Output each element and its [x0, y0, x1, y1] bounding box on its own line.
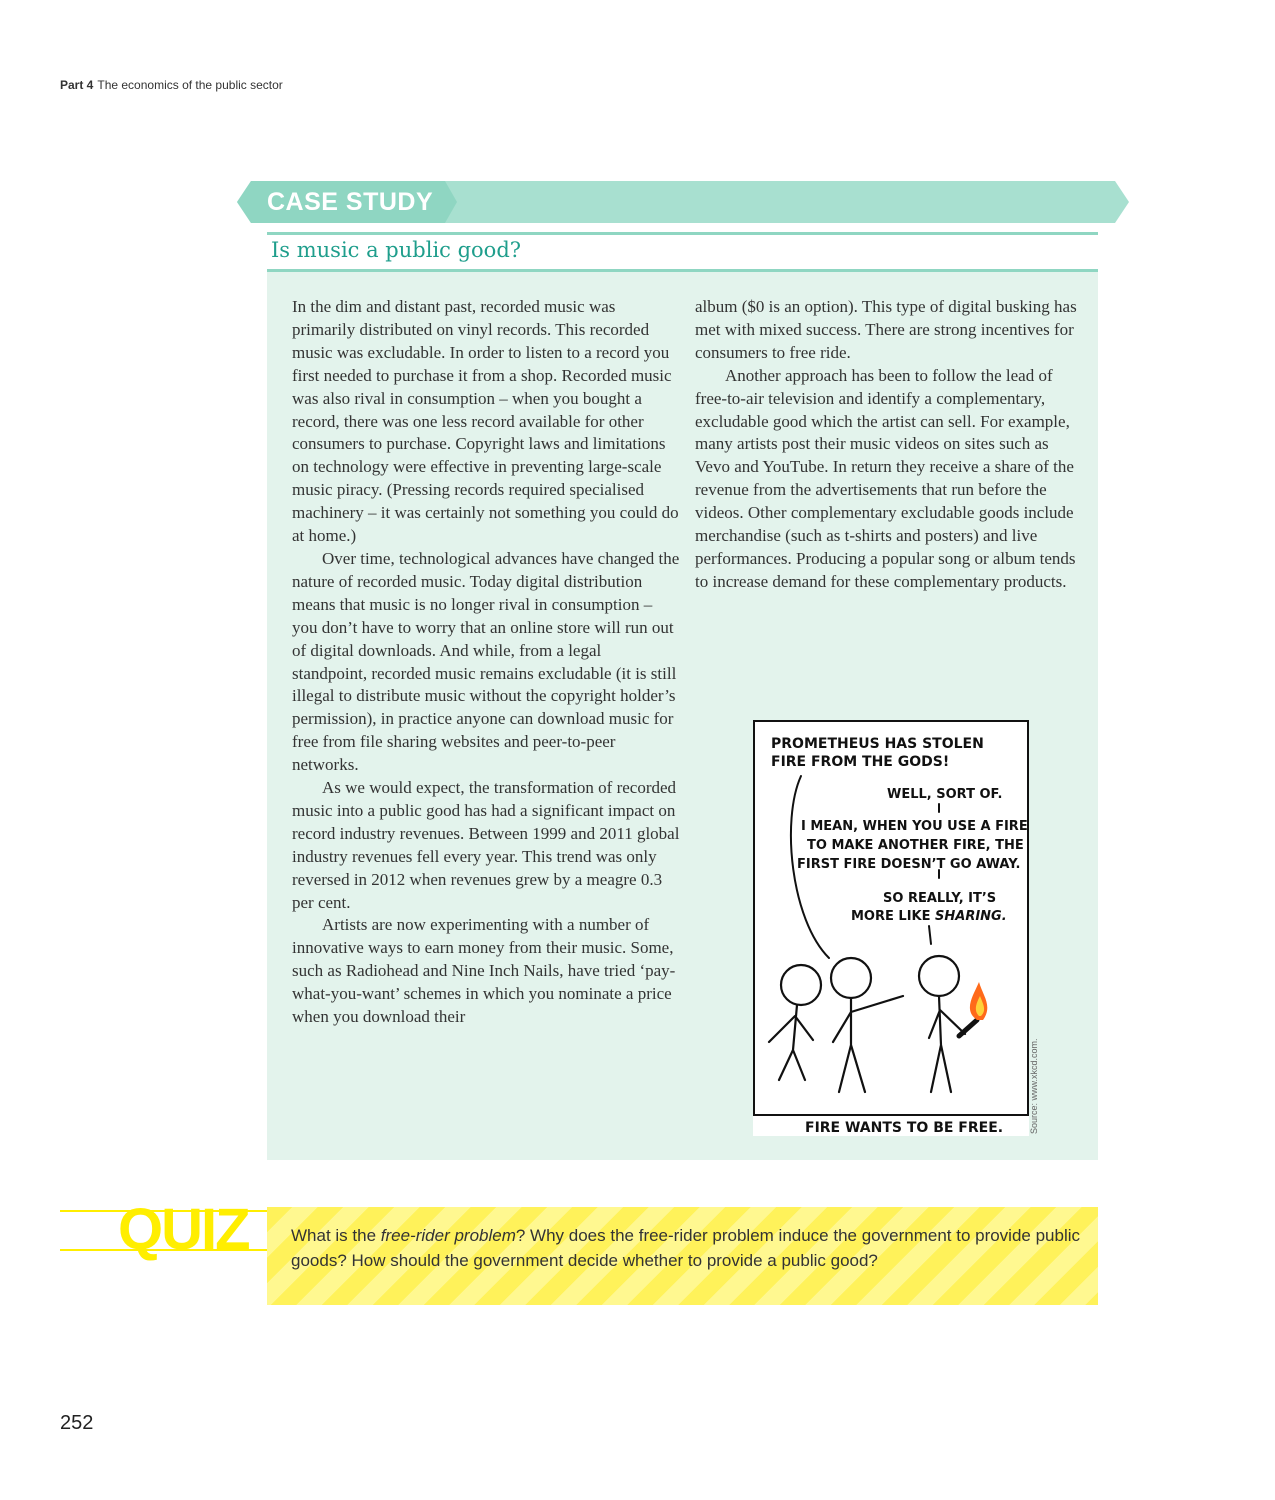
case-study-body [267, 272, 1098, 1160]
part-title: The economics of the public sector [97, 78, 283, 92]
paragraph: In the dim and distant past, recorded music was primarily distributed on vinyl records. This recorded music was excludable. In order to listen to a record you first needed to purchase it from a shop. Recorded music was also rival in consumption – when you bought a record, there was one less record available for other consumers to purchase. Copyright laws and limitations on technology were effective in preventing large-scale music piracy. (Pressing records required specialised machinery – it was certainly not something you could do at home.) [292, 297, 679, 546]
bubble-text: FIRE FROM THE GODS! [771, 754, 950, 770]
case-study-title-bar [267, 232, 1098, 272]
cartoon-caption: FIRE WANTS TO BE FREE. [805, 1120, 1004, 1136]
paragraph: As we would expect, the transformation of recorded music into a public good has had a significant impact on record industry revenues. Between 1999 and 2011 global industry revenues fell every year. This trend was only reversed in 2012 when revenues grew by a meagre 0.3 per cent. [292, 778, 680, 912]
xkcd-cartoon [753, 720, 1029, 1136]
quiz-question: What is the free-rider problem? Why does the free-rider problem induce the government to provide public goods? How should the government decide whether to provide a public good? [291, 1226, 1081, 1270]
left-column [292, 296, 680, 1029]
quiz-panel [267, 1207, 1098, 1305]
bubble-text: I MEAN, WHEN YOU USE A FIRE [801, 819, 1028, 834]
case-study-label: CASE STUDY [267, 188, 434, 216]
part-label: Part 4 [60, 78, 94, 92]
paragraph: Another approach has been to follow the lead of free-to-air television and identify a complementary, excludable good which the artist can sell. For example, many artists post their music videos on sites such as Vevo and YouTube. In return they receive a share of the revenue from the advertisements that run before the videos. Other complementary excludable goods include merchandise (such as t-shirts and posters) and live performances. Producing a popular song or album tends to increase demand for these complementary products. [695, 365, 1076, 591]
running-head [60, 78, 283, 92]
paragraph: Artists are now experimenting with a number of innovative ways to earn money from their music. Some, such as Radiohead and Nine Inch Nails, have tried ‘pay-what-you-want’ schemes in which you nominate a price when you download their [292, 915, 676, 1027]
quiz-label: QUIZ [118, 1197, 249, 1262]
paragraph: album ($0 is an option). This type of digital busking has met with mixed success. There are strong incentives for consumers to free ride. [695, 297, 1077, 362]
bubble-text: PROMETHEUS HAS STOLEN [771, 736, 984, 752]
case-study-banner [237, 181, 1129, 223]
source-note: Source: www.xkcd.com. [1029, 1038, 1039, 1134]
paragraph: Over time, technological advances have changed the nature of recorded music. Today digital distribution means that music is no longer rival in consumption – you don’t have to worry that an online store will run out of digital downloads. And while, from a legal standpoint, recorded music remains excludable (it is still illegal to distribute music without the copyright holder’s permission), in practice anyone can download music for free from file sharing websites and peer-to-peer networks. [292, 548, 680, 775]
bubble-text: WELL, SORT OF. [887, 787, 1003, 802]
case-study-title: Is music a public good? [271, 238, 522, 262]
bubble-text: FIRST FIRE DOESN’T GO AWAY. [797, 857, 1021, 872]
bubble-text: TO MAKE ANOTHER FIRE, THE [807, 838, 1024, 853]
bubble-text: MORE LIKE SHARING. [851, 909, 1007, 924]
page-number: 252 [60, 1412, 94, 1434]
quiz-term: free-rider problem [380, 1226, 516, 1245]
right-column [695, 296, 1083, 594]
bubble-text: SO REALLY, IT’S [883, 891, 997, 906]
